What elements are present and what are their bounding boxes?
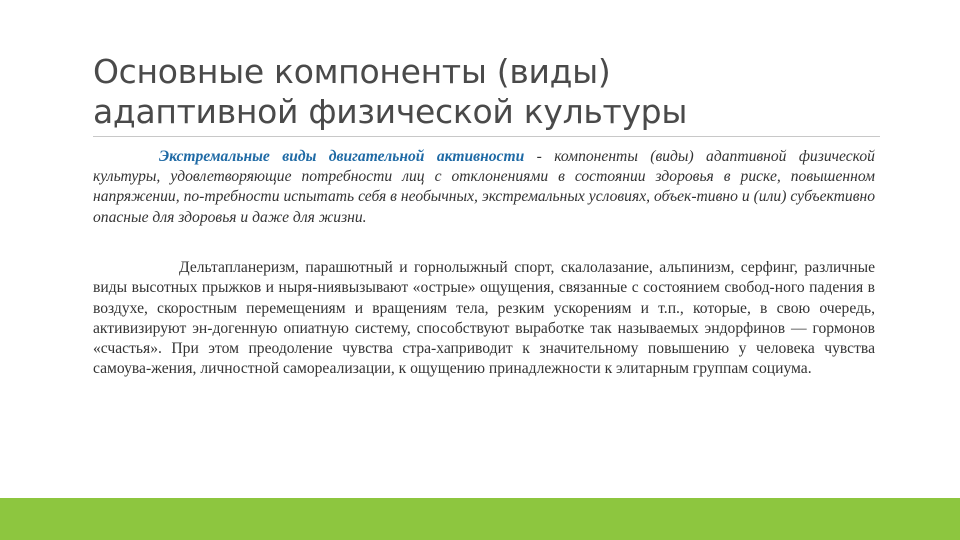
bottom-accent-bar <box>0 498 960 540</box>
definition-term: Экстремальные виды двигательной активности <box>159 148 525 165</box>
slide-title <box>93 52 893 132</box>
definition-paragraph <box>93 147 875 228</box>
slide-title-line-2: адаптивной физической культуры <box>93 92 688 131</box>
title-divider <box>93 136 880 137</box>
definition-text: - компоненты (виды) адаптивной физической культуры, удовлетворяющие потребности лиц с отклонениями в состоянии здоровья в риске, повышенном напряжении, по-требности испытать себя в необычных, экстремальных условиях, объек-тивно и (или) субъективно опасные для здоровья и даже для жизни. <box>93 148 875 226</box>
examples-text: Дельтапланеризм, парашютный и горнолыжный спорт, скалолазание, альпинизм, серфинг, различные виды высотных прыжков и ныря-ниявызывают «острые» ощущения, связанные с состоянием свобод-ного падения в воздухе, скоростным перемещениям и вращениям тела, резким ускорениям и т.п., которые, в свою очередь, активизируют эн-догенную опиатную систему, способствуют выработке так называемых эндорфинов — гормонов «счастья». При этом преодоление чувства стра-хаприводит к значительному повышению у человека чувства самоува-жения, личностной самореализации, к ощущению принадлежности к элитарным группам социума. <box>93 259 875 378</box>
slide-title-line-1: Основные компоненты (виды) <box>93 52 611 91</box>
examples-paragraph <box>93 258 875 380</box>
